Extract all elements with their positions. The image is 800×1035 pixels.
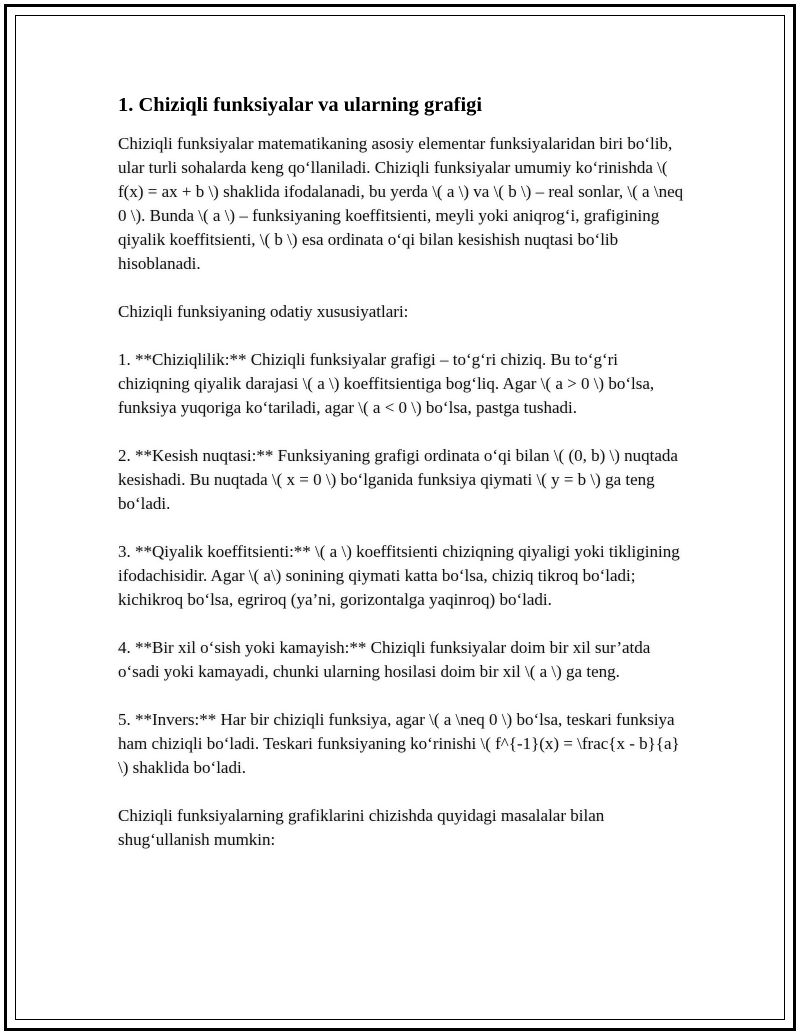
- property-intercept: 2. **Kesish nuqtasi:** Funksiyaning grafigi ordinata o‘qi bilan \( (0, b) \) nuqtada kesishadi. Bu nuqtada \( x = 0 \) bo‘lganida funksiya qiymati \( y = b \) ga teng bo‘ladi.: [118, 446, 678, 513]
- document-body: [118, 92, 688, 876]
- intro-paragraph: Chiziqli funksiyalar matematikaning asosiy elementar funksiyalaridan biri bo‘lib, ular turli sohalarda keng qo‘llaniladi. Chiziqli funksiyalar umumiy ko‘rinishda \( f(x) = ax + b \) shaklida ifodalanadi, bu yerda \( a \) va \( b \) – real sonlar, \( a \neq 0 \). Bunda \( a \) – funksiyaning koeffitsienti, meyli yoki aniqrog‘i, grafigining qiyalik koeffitsienti, \( b \) esa ordinata o‘qi bilan kesishish nuqtasi bo‘lib hisoblanadi.: [118, 134, 684, 273]
- property-slope: 3. **Qiyalik koeffitsienti:** \( a \) koeffitsienti chiziqning qiyaligi yoki tikligining ifodachisidir. Agar \( a\) sonining qiymati katta bo‘lsa, chiziq tikroq bo‘ladi; kichikroq bo‘lsa, egriroq (ya’ni, gorizontalga yaqinroq) bo‘ladi.: [118, 542, 680, 609]
- closing-paragraph: Chiziqli funksiyalarning grafiklarini chizishda quyidagi masalalar bilan shug‘ullanish mumkin:: [118, 806, 605, 849]
- properties-intro: Chiziqli funksiyaning odatiy xususiyatlari:: [118, 302, 409, 321]
- section-heading: 1. Chiziqli funksiyalar va ularning grafigi: [118, 94, 483, 116]
- property-monotonic: 4. **Bir xil o‘sish yoki kamayish:** Chiziqli funksiyalar doim bir xil sur’atda o‘sadi yoki kamayadi, chunki ularning hosilasi doim bir xil \( a \) ga teng.: [118, 638, 651, 681]
- property-inverse: 5. **Invers:** Har bir chiziqli funksiya, agar \( a \neq 0 \) bo‘lsa, teskari funksiya ham chiziqli bo‘ladi. Teskari funksiyaning ko‘rinishi \( f^{-1}(x) = \frac{x - b}{a} \) shaklida bo‘ladi.: [118, 710, 680, 777]
- property-linearity: 1. **Chiziqlilik:** Chiziqli funksiyalar grafigi – to‘g‘ri chiziq. Bu to‘g‘ri chiziqning qiyalik darajasi \( a \) koeffitsientiga bog‘liq. Agar \( a > 0 \) bo‘lsa, funksiya yuqoriga ko‘tariladi, agar \( a < 0 \) bo‘lsa, pastga tushadi.: [118, 350, 655, 417]
